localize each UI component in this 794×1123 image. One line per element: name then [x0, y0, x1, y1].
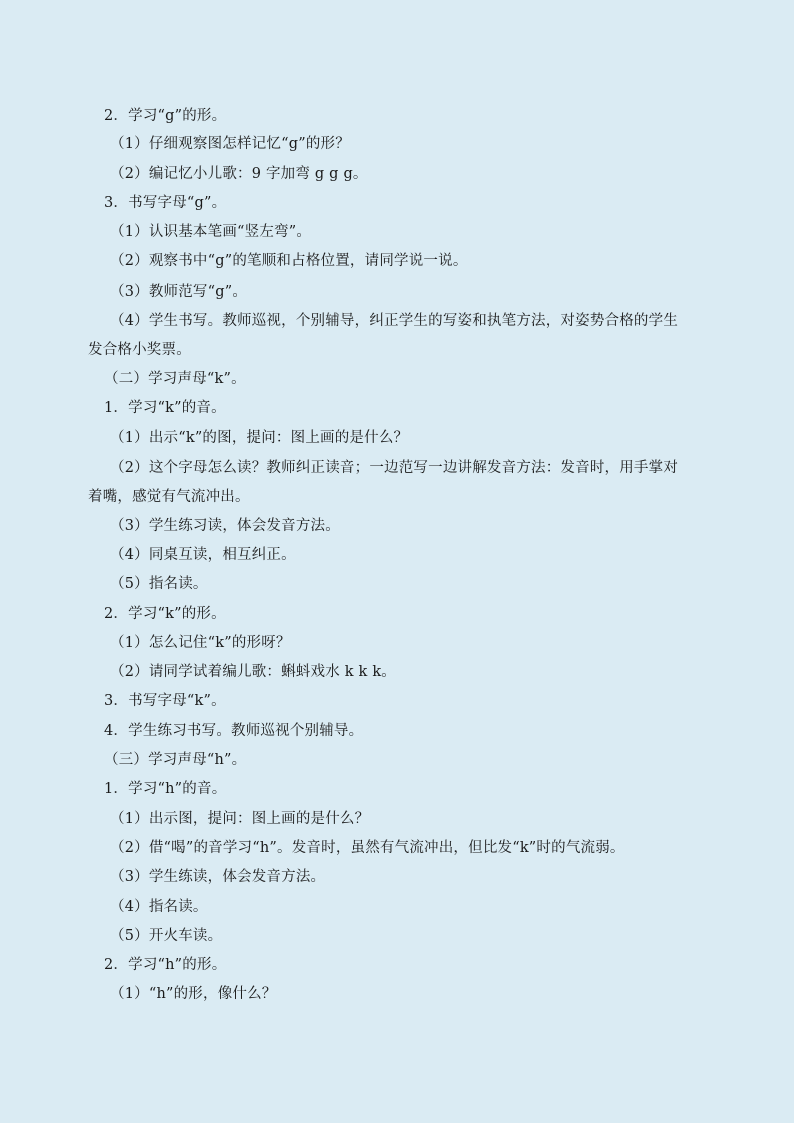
text-line: 着嘴，感觉有气流冲出。: [88, 489, 250, 505]
text-line: 4．学生练习书写。教师巡视个别辅导。: [104, 723, 364, 739]
text-line: 发合格小奖票。: [88, 342, 191, 358]
text-line: （4）学生书写。教师巡视，个别辅导，纠正学生的写姿和执笔方法，对姿势合格的学生: [110, 313, 679, 329]
text-line: （2）这个字母怎么读？教师纠正读音；一边范写一边讲解发音方法：发音时，用手掌对: [110, 460, 679, 476]
text-line: （2）观察书中“g”的笔顺和占格位置，请同学说一说。: [110, 253, 468, 269]
text-line: 1．学习“h”的音。: [104, 781, 227, 797]
text-line: （1）“h”的形，像什么？: [110, 986, 277, 1002]
text-line: 2．学习“k”的形。: [104, 606, 226, 622]
text-line: （1）出示“k”的图，提问：图上画的是什么？: [110, 430, 409, 446]
text-line: 2．学习“g”的形。: [104, 108, 227, 124]
text-line: （1）怎么记住“k”的形呀？: [110, 635, 291, 651]
section-heading: （二）学习声母“k”。: [104, 371, 246, 387]
text-line: （1）仔细观察图怎样记忆“g”的形？: [110, 136, 350, 152]
text-line: （5）开火车读。: [110, 928, 223, 944]
text-line: （2）编记忆小儿歌：9 字加弯 g g g。: [110, 166, 368, 182]
text-line: （4）指名读。: [110, 899, 208, 915]
text-line: 2．学习“h”的形。: [104, 957, 227, 973]
text-line: 3．书写字母“k”。: [104, 693, 226, 709]
text-line: （3）学生练习读，体会发音方法。: [110, 518, 340, 534]
section-heading: （三）学习声母“h”。: [104, 752, 247, 768]
text-line: 3．书写字母“g”。: [104, 195, 227, 211]
text-line: 1．学习“k”的音。: [104, 400, 226, 416]
text-line: （2）借“喝”的音学习“h”。发音时，虽然有气流冲出，但比发“k”时的气流弱。: [110, 840, 625, 856]
text-line: （1）出示图，提问：图上画的是什么？: [110, 811, 370, 827]
text-line: （1）认识基本笔画“竖左弯”。: [110, 224, 312, 240]
text-line: （4）同桌互读，相互纠正。: [110, 547, 296, 563]
text-line: （3）学生练读，体会发音方法。: [110, 869, 326, 885]
text-line: （5）指名读。: [110, 576, 208, 592]
text-line: （2）请同学试着编儿歌：蝌蚪戏水 k k k。: [110, 664, 397, 680]
text-line: （3）教师范写“g”。: [110, 284, 248, 300]
